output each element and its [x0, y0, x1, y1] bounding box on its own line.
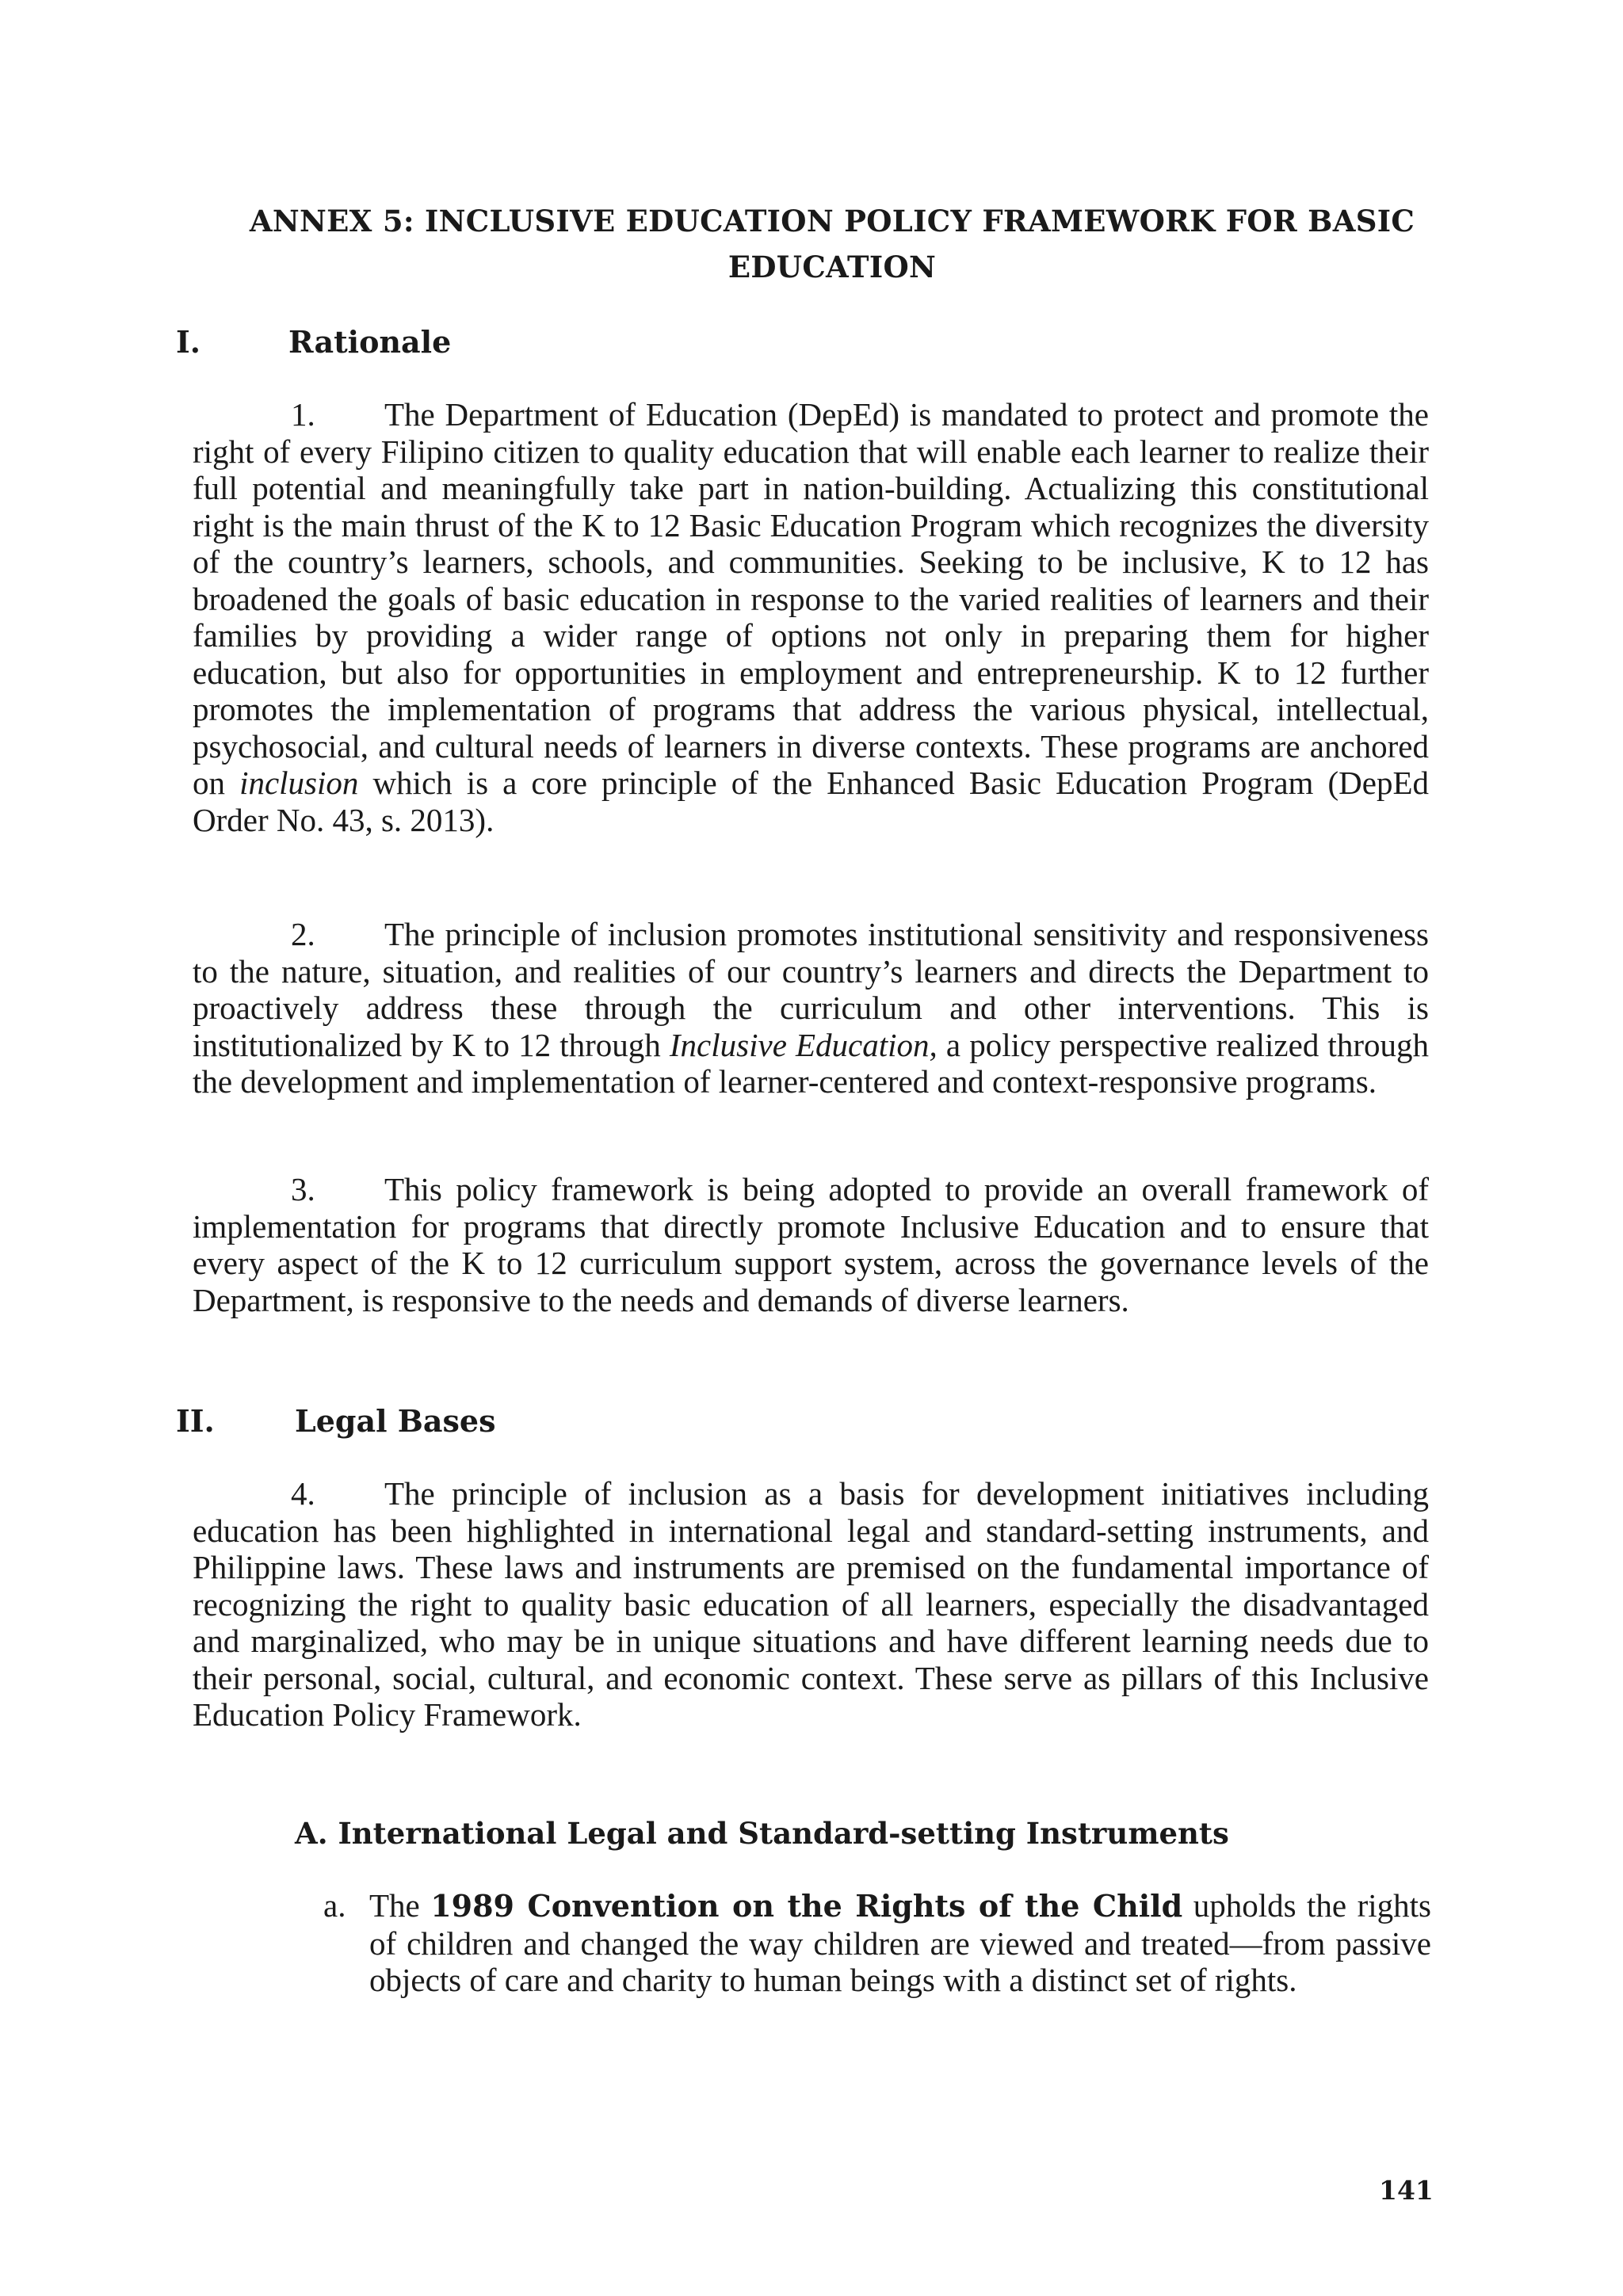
- paragraph-number: 2.: [291, 916, 315, 952]
- paragraph-text-cont: a policy perspective realized through the development and implementation of learner-centered and context-responsive programs.: [193, 1026, 1429, 1100]
- paragraph-emphasis: inclusion: [239, 765, 359, 801]
- page-number: 141: [1379, 2175, 1434, 2206]
- list-item-text-lead: The: [369, 1887, 431, 1924]
- paragraph-text-cont: which is a core principle of the Enhanced Basic Education Program (DepEd Order No. 43, s. 2013).: [193, 765, 1430, 838]
- list-item-bold: 1989 Convention on the Rights of the Child: [430, 1888, 1183, 1924]
- paragraph-text: The principle of inclusion promotes institutional sensitivity and responsiveness to the nature, situation, and realities of our country’s learners and directs the Department to proactively address these through the curriculum and other interventions. This is institutionalized by K to 12 through: [193, 916, 1429, 1063]
- list-item-text: [369, 1887, 1431, 1999]
- paragraph-emphasis: Inclusive Education,: [669, 1026, 938, 1063]
- paragraph-text: The Department of Education (DepEd) is mandated to protect and promote the right of every Filipino citizen to quality education that will enable each learner to realize their full potential and meaningfully take part in nation-building. Actualizing this constitutional right is the main thrust of the K to 12 Basic Education Program which recognizes the diversity of the country’s learners, schools, and communities. Seeking to be inclusive, K to 12 has broadened the goals of basic education in response to the varied realities of learners and their families by providing a wider range of options not only in preparing them for higher education, but also for opportunities in employment and entrepreneurship. K to 12 further promotes the implementation of programs that address the various physical, intellectual, psychosocial, and cultural needs of learners in diverse contexts. These programs are anchored on: [193, 396, 1429, 801]
- title-line-1: ANNEX 5: INCLUSIVE EDUCATION POLICY FRAMEWORK FOR BASIC: [249, 204, 1415, 238]
- paragraph-1: [193, 396, 1429, 838]
- paragraph-2: [193, 916, 1429, 1100]
- list-item-marker: a.: [323, 1887, 346, 1924]
- list-item: [323, 1887, 1433, 2046]
- paragraph-number: 3.: [291, 1171, 315, 1207]
- document-title: [238, 198, 1426, 290]
- section-heading-legal-bases: [176, 1402, 651, 1442]
- paragraph-number: 4.: [291, 1475, 315, 1512]
- paragraph-text: This policy framework is being adopted to provide an overall framework of implementation for programs that directly promote Inclusive Education and to ensure that every aspect of the K to 12 curriculum support system, across the governance levels of the Department, is responsive to the needs and demands of diverse learners.: [193, 1171, 1429, 1318]
- section-title: Legal Bases: [295, 1403, 496, 1439]
- section-heading-rationale: [176, 323, 651, 363]
- section-number: II.: [176, 1403, 215, 1439]
- subsection-heading: A. International Legal and Standard-setting Instruments: [295, 1816, 1229, 1851]
- section-title: Rationale: [288, 324, 452, 360]
- list-item-text-cont: upholds the rights of children and changed the way children are viewed and treated—from passive objects of care and charity to human beings with a distinct set of rights.: [369, 1887, 1431, 1998]
- paragraph-3: [193, 1171, 1429, 1318]
- section-number: I.: [176, 324, 201, 360]
- paragraph-text: The principle of inclusion as a basis for development initiatives including education has been highlighted in international legal and standard-setting instruments, and Philippine laws. These laws and instruments are premised on the fundamental importance of recognizing the right to quality basic education of all learners, especially the disadvantaged and marginalized, who may be in unique situations and have different learning needs due to their personal, social, cultural, and economic context. These serve as pillars of this Inclusive Education Policy Framework.: [193, 1475, 1429, 1733]
- paragraph-4: [193, 1475, 1429, 1733]
- title-line-2: EDUCATION: [727, 250, 937, 284]
- paragraph-number: 1.: [291, 396, 315, 433]
